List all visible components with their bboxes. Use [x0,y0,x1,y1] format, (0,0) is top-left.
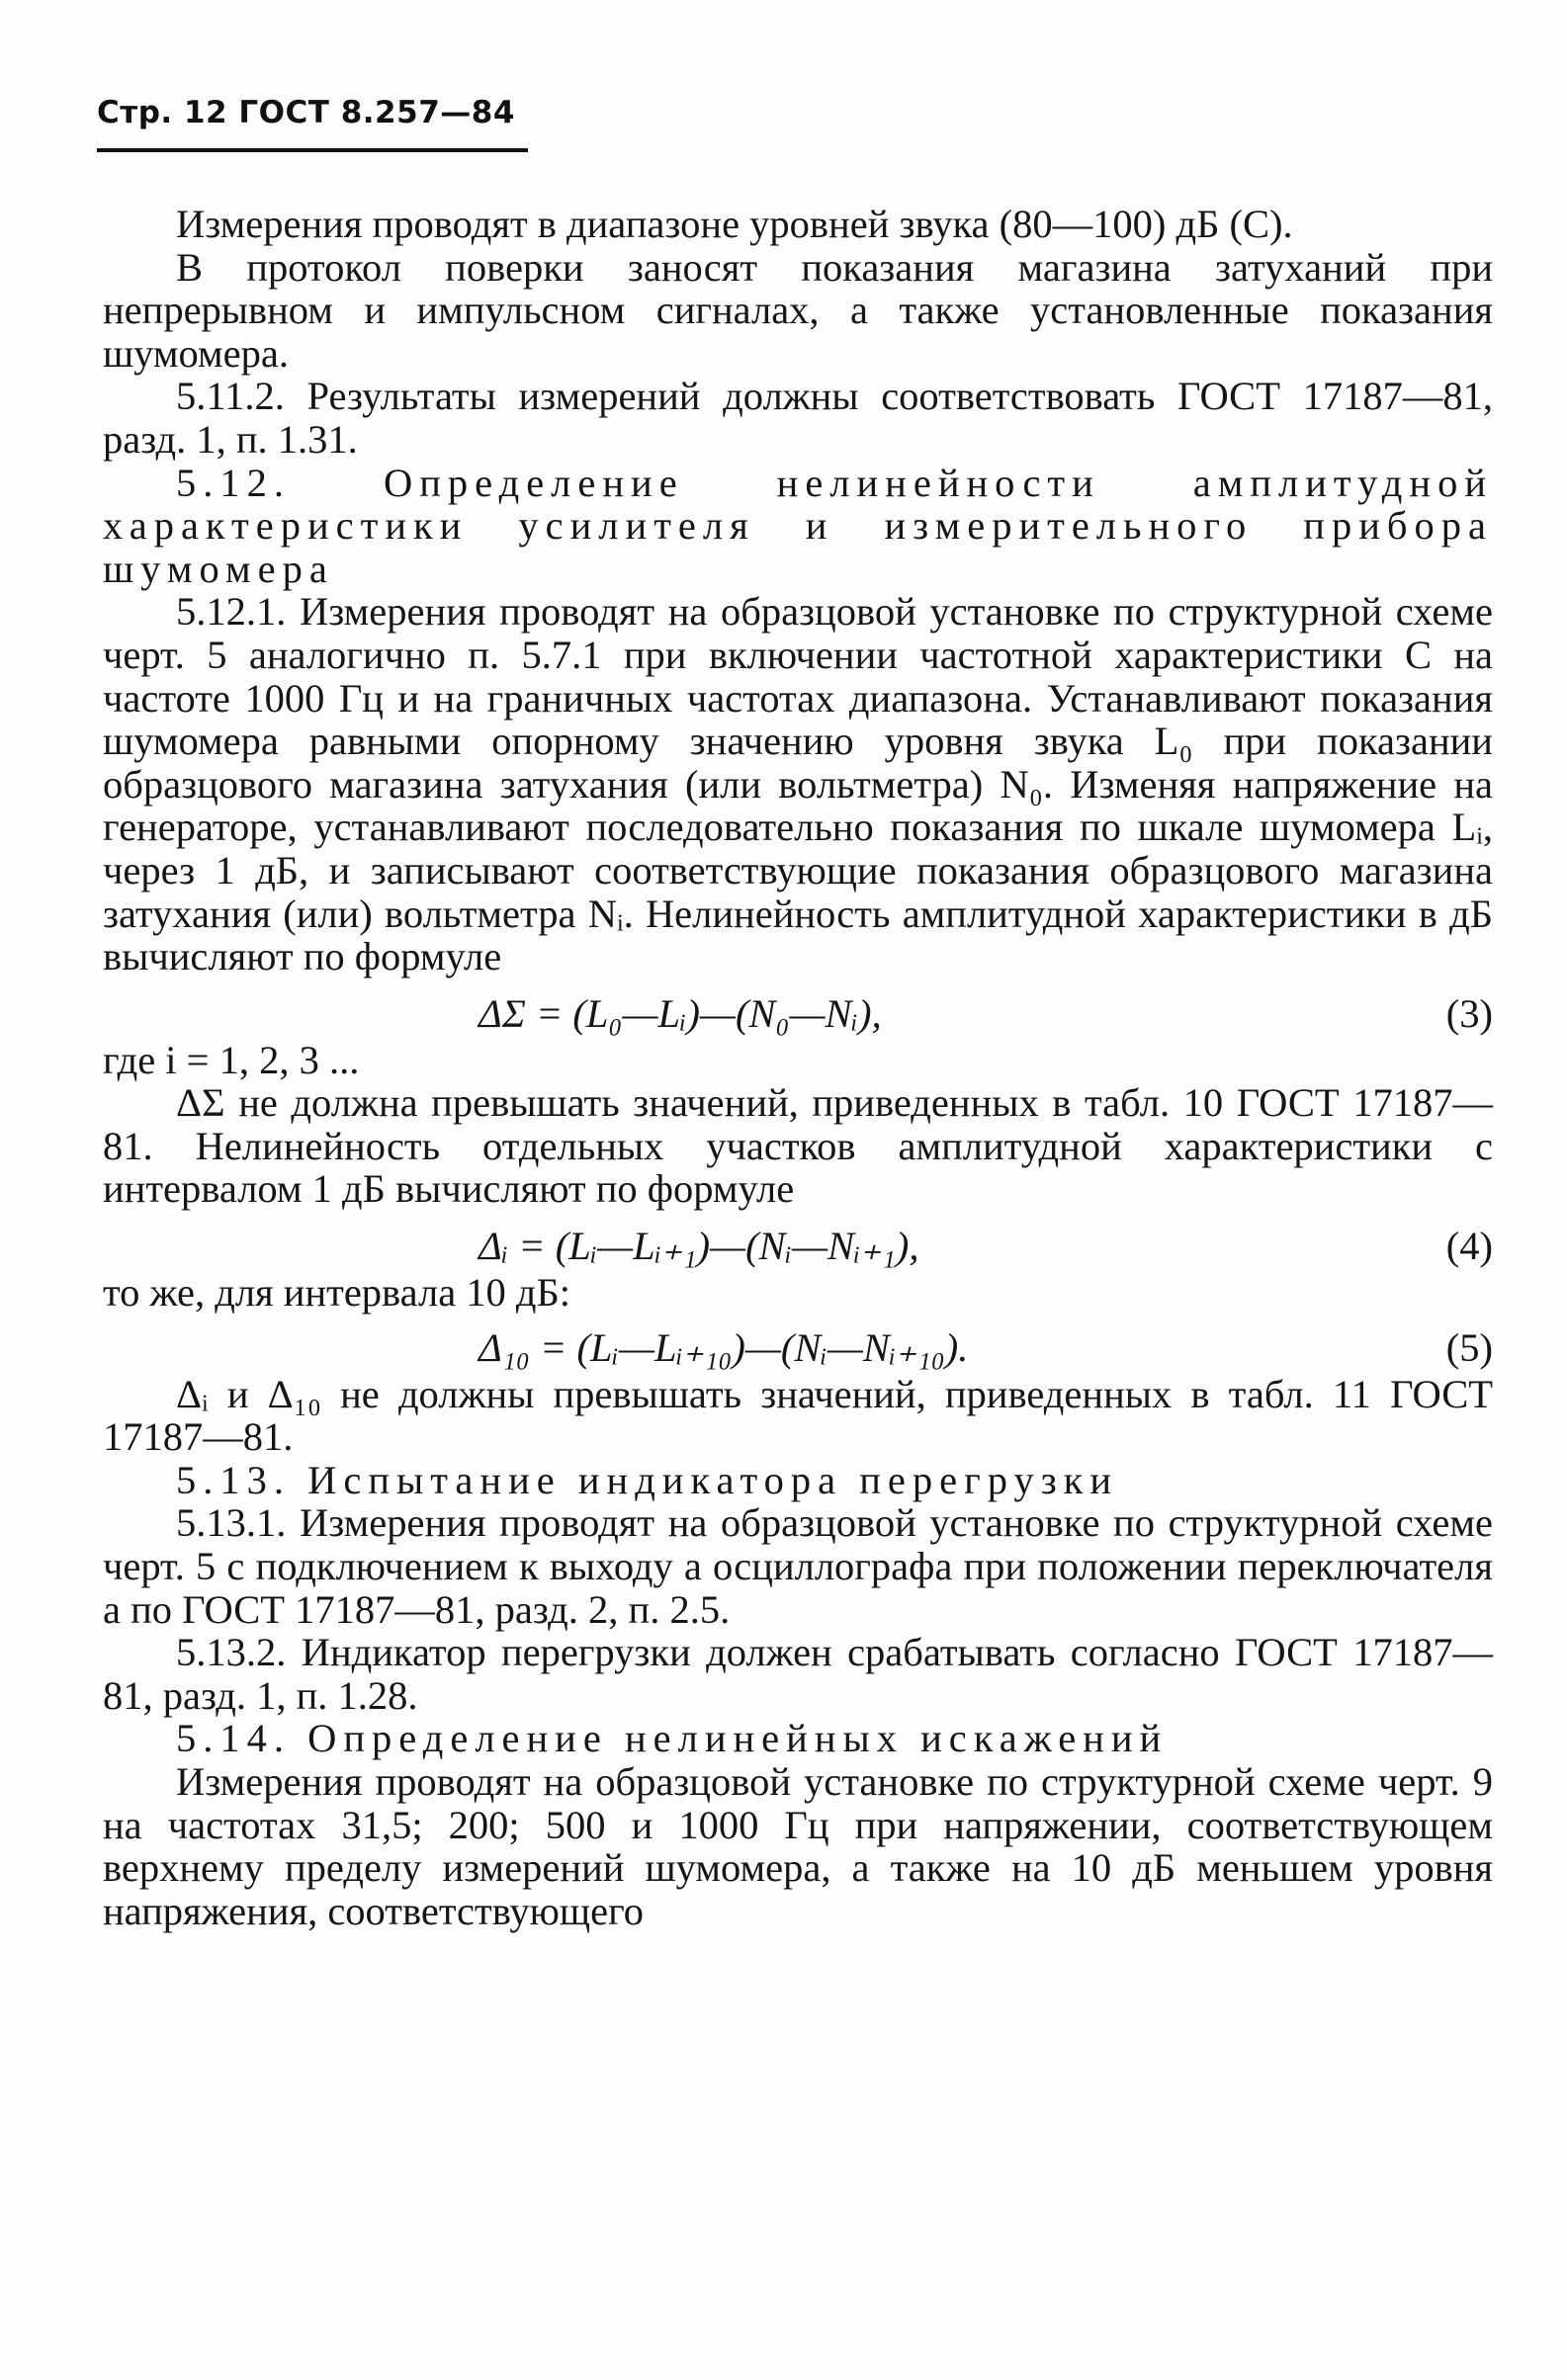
section-heading-5-12: 5.12. Определение нелинейности амплитудной характеристики усилителя и измерительного прибора шумомера [103,460,1493,591]
formula-4-expression: Δᵢ = (Lᵢ—Lᵢ₊₁)—(Nᵢ—Nᵢ₊₁), [479,1224,919,1269]
formula-3-expression: ΔΣ = (L₀—Lᵢ)—(N₀—Nᵢ), [479,990,882,1036]
section-heading-5-14: 5.14. Определение нелинейных искажений [176,1716,1169,1761]
paragraph-5-13-1: 5.13.1. Измерения проводят на образцовой установке по структурной схеме черт. 5 с подключением к выходу a осциллографа при положении переключателя a по ГОСТ 17187—81, разд. 2, п. 2.5. [103,1500,1493,1632]
formula-3-number: (3) [1445,990,1493,1036]
paragraph-8: то же, для интервала 10 дБ: [103,1270,571,1316]
paragraph-5-13-2: 5.13.2. Индикатор перегрузки должен срабатывать согласно ГОСТ 17187—81, разд. 1, п. 1.28. [103,1630,1493,1718]
document-body [103,203,1493,1932]
paragraph-2: В протокол поверки заносят показания магазина затуханий при непрерывном и импульсном сигналах, а также установленные показания шумомера. [103,244,1493,376]
paragraph-14: Измерения проводят на образцовой установке по структурной схеме черт. 9 на частотах 31,5; 200; 500 и 1000 Гц при напряжении, соответствующем верхнему пределу измерений шумомера, а также на 10 дБ меньшем уровня напряжения, соответствующего [103,1759,1493,1933]
formula-5 [103,1326,1493,1373]
formula-3 [103,992,1493,1039]
page-header: Стр. 12 ГОСТ 8.257—84 [97,95,515,130]
formula-5-number: (5) [1445,1324,1493,1370]
paragraph-where: где i = 1, 2, 3 ... [103,1037,360,1082]
paragraph-1: Измерения проводят в диапазоне уровней звука (80—100) дБ (С). [176,202,1293,246]
paragraph-7: ΔΣ не должна превышать значений, приведенных в табл. 10 ГОСТ 17187—81. Нелинейность отдельных участков амплитудной характеристики с интервалом 1 дБ вычисляют по формуле [103,1080,1493,1212]
header-rule [97,148,528,152]
formula-5-expression: Δ₁₀ = (Lᵢ—Lᵢ₊₁₀)—(Nᵢ—Nᵢ₊₁₀). [479,1324,969,1370]
paragraph-5-12-1: 5.12.1. Измерения проводят на образцовой установке по структурной схеме черт. 5 аналогично п. 5.7.1 при включении частотной характеристики С на частоте 1000 Гц и на граничных частотах диапазона. Устанавливают показания шумомера равными опорному значению уровня звука L₀ при показании образцового магазина затухания (или вольтметра) N₀. Изменяя напряжение на генераторе, устанавливают последовательно показания по шкале шумомера Lᵢ, через 1 дБ, и записывают соответствующие показания образцового магазина затухания (или) вольтметра Nᵢ. Нелинейность амплитудной характеристики в дБ вычисляют по формуле [103,589,1493,979]
section-heading-5-13: 5.13. Испытание индикатора перегрузки [176,1457,1119,1502]
paragraph-3: 5.11.2. Результаты измерений должны соответствовать ГОСТ 17187—81, разд. 1, п. 1.31. [103,374,1493,462]
formula-4-number: (4) [1445,1224,1493,1269]
paragraph-9: Δᵢ и Δ₁₀ не должны превышать значений, приведенных в табл. 11 ГОСТ 17187—81. [103,1371,1493,1460]
formula-4 [103,1225,1493,1271]
